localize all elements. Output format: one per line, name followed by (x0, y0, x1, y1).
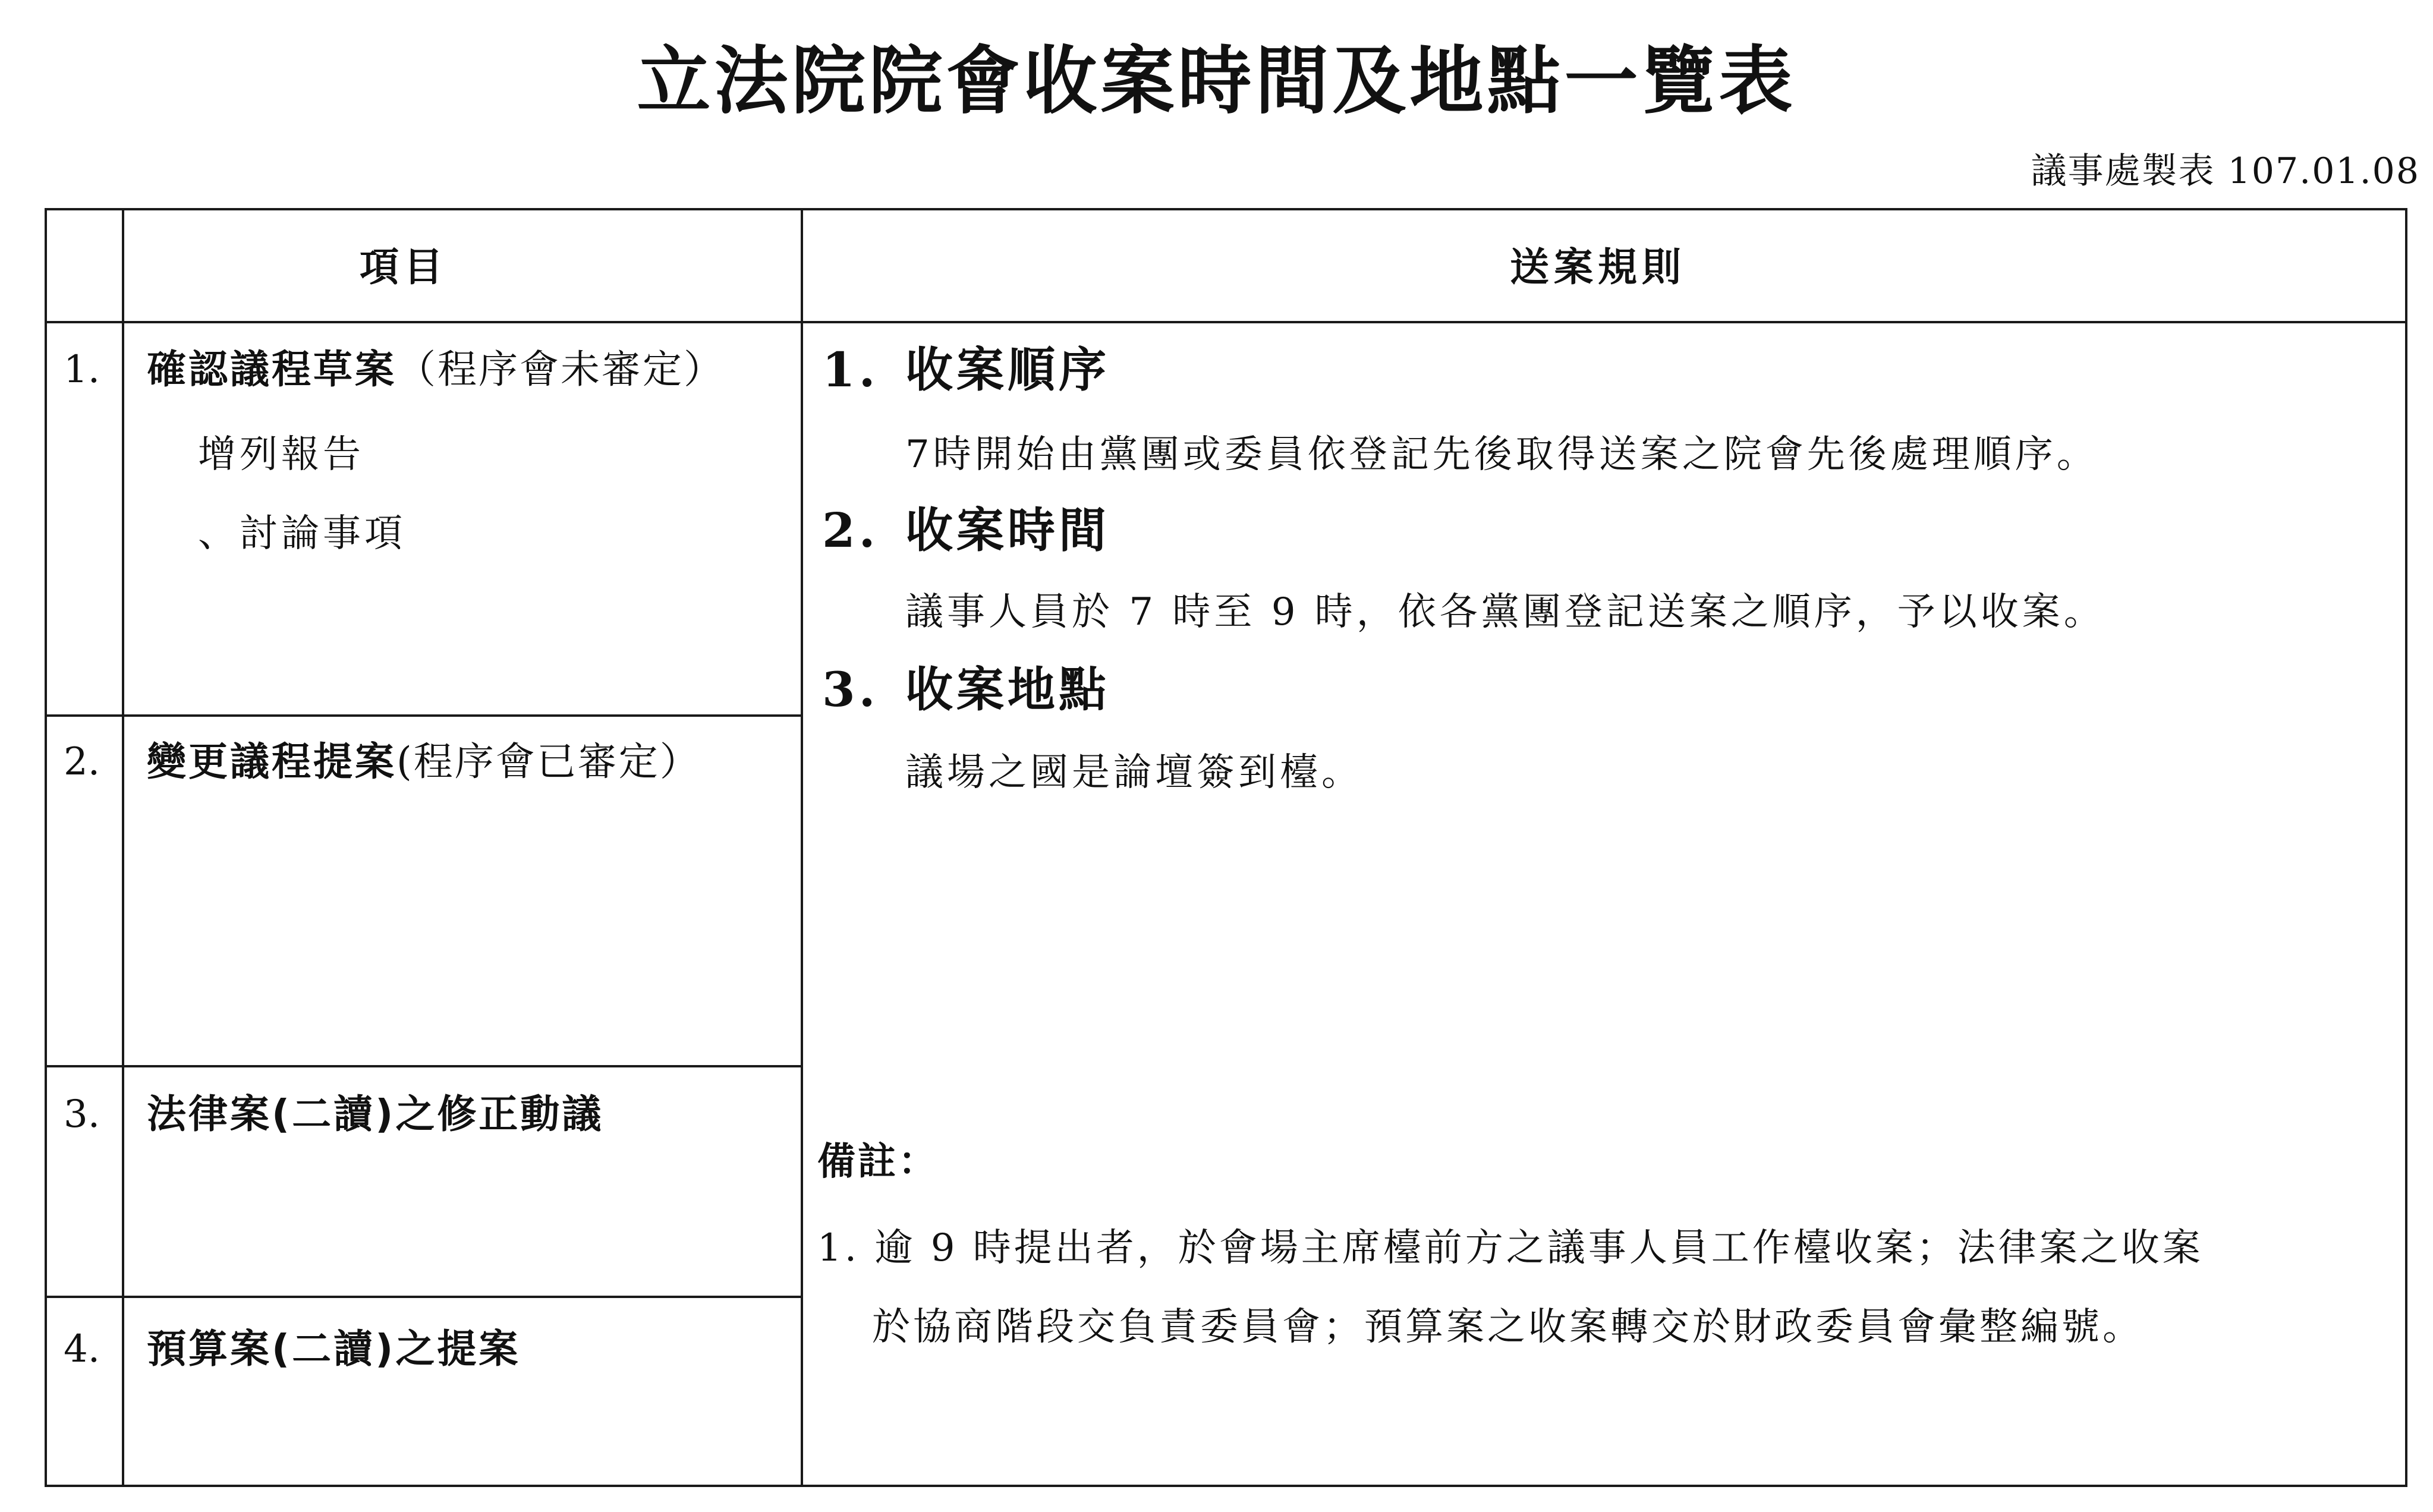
notes-heading: 備註： (817, 1140, 939, 1184)
table-border-bottom (45, 1485, 2407, 1487)
rule-body: 7時開始由黨團或委員依登記先後取得送案之院會先後處理順序。 (905, 433, 2098, 477)
rule-number: 3. (822, 662, 879, 717)
table-border-top (45, 208, 2407, 210)
schedule-table (45, 208, 2407, 1487)
table-border-right (2405, 208, 2407, 1487)
header-item: 項目 (360, 244, 448, 290)
note-line: 1. 逾 9 時提出者，於會場主席檯前方之議事人員工作檯收案；法律案之收案 (817, 1226, 2204, 1270)
item-title (147, 346, 725, 393)
item-number: 4. (64, 1327, 100, 1371)
item-name: 變更議程提案 (147, 739, 396, 785)
item-number: 2. (64, 740, 100, 784)
item-sub: 、討論事項 (198, 512, 406, 556)
rule-body: 議事人員於 7 時至 9 時，依各黨團登記送案之順序，予以收案。 (905, 590, 2105, 634)
item-name: 確認議程草案 (147, 346, 396, 392)
rule-heading (822, 500, 1110, 560)
rule-heading (822, 660, 1110, 720)
item-number: 3. (64, 1092, 100, 1136)
maker-note: 議事處製表 107.01.08 (2031, 150, 2420, 192)
item-number: 1. (64, 348, 100, 392)
row-divider-3 (45, 1296, 801, 1298)
item-note: (程序會已審定） (396, 739, 701, 785)
rule-heading-text: 收案時間 (905, 503, 1110, 558)
document-title: 立法院院會收案時間及地點一覽表 (637, 39, 1796, 124)
rule-number: 2. (822, 502, 879, 558)
row-divider-1 (45, 714, 801, 717)
note-line: 於協商階段交負責委員會；預算案之收案轉交於財政委員會彙整編號。 (872, 1305, 2144, 1349)
item-sub: 增列報告 (198, 433, 364, 477)
header-rule: 送案規則 (1510, 244, 1686, 290)
item-title (147, 738, 701, 786)
number-column-divider (122, 208, 124, 1487)
item-note: （程序會未審定） (396, 346, 725, 392)
item-title (147, 1325, 520, 1373)
rule-number: 1. (822, 342, 879, 398)
item-name: 法律案(二讀)之修正動議 (147, 1091, 604, 1137)
rule-heading-text: 收案順序 (905, 342, 1110, 398)
rule-column-divider (801, 208, 803, 1487)
table-border-left (45, 208, 47, 1487)
item-name: 預算案(二讀)之提案 (147, 1326, 521, 1372)
rule-heading (822, 340, 1110, 400)
item-title (147, 1091, 603, 1138)
rule-body: 議場之國是論壇簽到檯。 (905, 751, 1363, 795)
rule-heading-text: 收案地點 (905, 662, 1110, 717)
header-divider (45, 321, 2407, 323)
row-divider-2 (45, 1065, 801, 1067)
